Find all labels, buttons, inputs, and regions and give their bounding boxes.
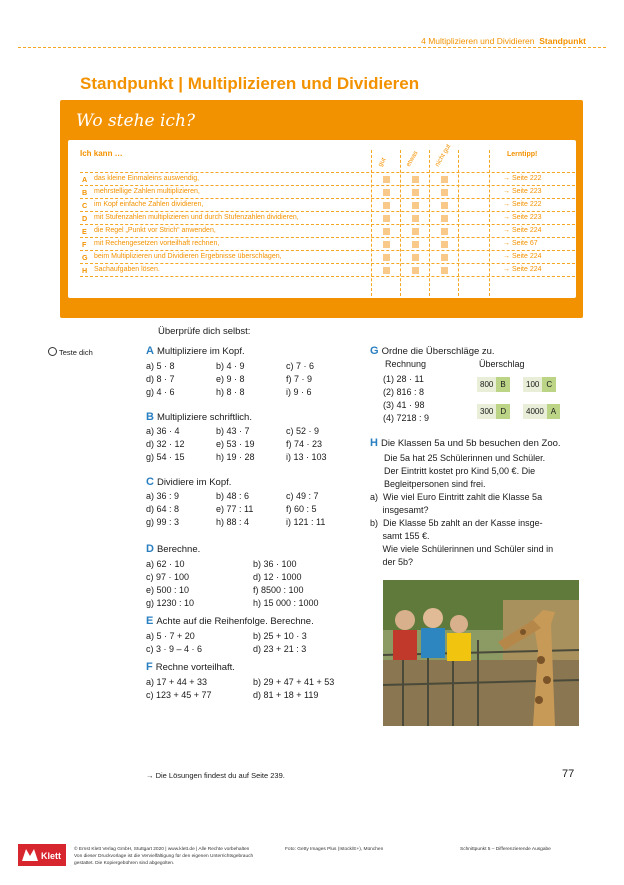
task-letter: G xyxy=(370,345,379,357)
skill-row xyxy=(80,172,575,185)
skill-text: die Regel „Punkt vor Strich“ anwenden, xyxy=(94,227,216,234)
imprint-line: gestattet. Die Kopiergebühren sind abgegolten. xyxy=(74,861,175,866)
task-row xyxy=(146,451,327,464)
task-item: a) 17 + 44 + 33 xyxy=(146,677,208,687)
task-h-heading xyxy=(370,437,561,449)
task-item: a) 36 · 4 xyxy=(146,426,180,436)
imprint xyxy=(74,846,253,867)
checkbox-nichtgut[interactable] xyxy=(441,176,448,183)
task-title: Achte auf die Reihenfolge. Berechne. xyxy=(156,616,314,627)
task-row xyxy=(146,438,322,451)
skill-ref: → Seite 222 xyxy=(503,175,542,182)
checkbox-gut[interactable] xyxy=(383,228,390,235)
g-col-ueberschlag: Überschlag xyxy=(479,359,525,369)
skill-text: mit Stufenzahlen multiplizieren und durch Stufenzahlen dividieren, xyxy=(94,214,299,221)
task-item: g) 1230 : 10 xyxy=(146,598,195,608)
task-item: f) 60 : 5 xyxy=(286,504,317,514)
estimate-letter: C xyxy=(542,377,556,392)
task-row xyxy=(146,597,319,610)
g-item: (4) 7218 : 9 xyxy=(383,413,430,423)
task-item: a) 5 · 8 xyxy=(146,361,175,371)
skill-row xyxy=(80,237,575,250)
task-item: h) 8 · 8 xyxy=(216,387,245,397)
checkbox-nichtgut[interactable] xyxy=(441,215,448,222)
estimate-value: 4000 xyxy=(523,404,547,419)
task-item: e) 53 · 19 xyxy=(216,439,255,449)
skill-ref: → Seite 222 xyxy=(503,201,542,208)
ueberpruefe-heading: Überprüfe dich selbst: xyxy=(158,326,251,337)
task-c-heading xyxy=(146,476,231,488)
task-item: i) 13 · 103 xyxy=(286,452,327,462)
checkbox-gut[interactable] xyxy=(383,215,390,222)
skill-text: beim Multiplizieren und Dividieren Ergebnisse überschlagen, xyxy=(94,253,282,260)
task-row xyxy=(146,571,302,584)
task-item: b) 4 · 9 xyxy=(216,361,245,371)
estimate-letter: D xyxy=(496,404,510,419)
task-letter: F xyxy=(146,661,153,673)
checkbox-etwas[interactable] xyxy=(412,215,419,222)
skill-text: Sachaufgaben lösen. xyxy=(94,266,160,273)
task-item: b) 48 : 6 xyxy=(216,491,250,501)
task-row xyxy=(146,584,304,597)
checkbox-nichtgut[interactable] xyxy=(441,241,448,248)
task-item: d) 23 + 21 : 3 xyxy=(253,644,307,654)
task-d-heading xyxy=(146,543,200,555)
task-item: e) 9 · 8 xyxy=(216,374,245,384)
estimate-letter: B xyxy=(496,377,509,392)
chapter-label: 4 Multiplizieren und Dividieren xyxy=(421,36,535,46)
g-item: (2) 816 : 8 xyxy=(383,387,425,397)
task-row xyxy=(146,386,312,399)
teste-dich[interactable] xyxy=(48,347,93,357)
skill-ref: → Seite 224 xyxy=(503,253,542,260)
col-gut: gut xyxy=(376,156,388,168)
task-item: c) 3 · 9 – 4 · 6 xyxy=(146,644,203,654)
task-title: Rechne vorteilhaft. xyxy=(155,662,235,673)
task-letter: H xyxy=(370,437,378,449)
task-title: Berechne. xyxy=(156,544,201,555)
task-text: Begleitpersonen sind frei. xyxy=(384,479,486,489)
skill-row xyxy=(80,250,575,263)
task-item: f) 8500 : 100 xyxy=(253,585,304,595)
skill-text: mehrstellige Zahlen multiplizieren, xyxy=(94,188,200,195)
globe-icon xyxy=(48,347,57,356)
section-label: Standpunkt xyxy=(539,36,586,46)
checkbox-nichtgut[interactable] xyxy=(441,228,448,235)
task-item: h) 88 : 4 xyxy=(216,517,250,527)
task-row xyxy=(146,630,307,643)
skill-text: im Kopf einfache Zahlen dividieren, xyxy=(94,201,204,208)
checkbox-gut[interactable] xyxy=(383,241,390,248)
task-item: d) 32 · 12 xyxy=(146,439,185,449)
task-item: g) 54 · 15 xyxy=(146,452,185,462)
task-letter: E xyxy=(146,615,154,627)
g-item: (1) 28 · 11 xyxy=(383,374,424,384)
task-letter: A xyxy=(146,345,154,357)
running-head xyxy=(421,36,586,46)
task-f-heading xyxy=(146,661,235,673)
task-title: Multipliziere im Kopf. xyxy=(156,346,245,357)
task-item: c) 7 · 6 xyxy=(286,361,315,371)
task-item: c) 123 + 45 + 77 xyxy=(146,690,212,700)
klett-logo-icon xyxy=(18,844,66,866)
task-row xyxy=(146,689,318,702)
task-item: d) 81 + 18 + 119 xyxy=(253,690,319,700)
lerntipp-label: Lerntipp! xyxy=(507,151,538,158)
task-item: f) 74 · 23 xyxy=(286,439,323,449)
task-row xyxy=(146,643,306,656)
skill-row xyxy=(80,263,575,277)
task-item: a) 62 · 10 xyxy=(146,559,185,569)
task-letter: D xyxy=(146,543,154,555)
task-item: f) 7 · 9 xyxy=(286,374,313,384)
estimate-tag xyxy=(474,377,513,392)
estimate-letter: A xyxy=(547,404,560,419)
zoo-photo-illustration xyxy=(383,580,579,726)
skill-letter: F xyxy=(82,240,87,249)
task-item: e) 77 : 11 xyxy=(216,504,254,514)
photo-credit: Foto: Getty Images Plus (Istock/E+), München xyxy=(285,847,384,852)
panel-title: Wo stehe ich? xyxy=(76,111,196,131)
task-item: b) 25 + 10 · 3 xyxy=(253,631,307,641)
task-item: h) 19 · 28 xyxy=(216,452,255,462)
task-title: Ordne die Überschläge zu. xyxy=(381,346,495,357)
task-item: g) 4 · 6 xyxy=(146,387,175,397)
skill-row xyxy=(80,224,575,237)
skill-row xyxy=(80,211,575,224)
task-letter: B xyxy=(146,411,154,423)
skill-row xyxy=(80,198,575,211)
task-title: Dividiere im Kopf. xyxy=(156,477,232,488)
skill-letter: E xyxy=(82,227,87,236)
task-item: d) 12 · 1000 xyxy=(253,572,302,582)
skill-letter: A xyxy=(82,175,88,184)
task-item: b) 36 · 100 xyxy=(253,559,297,569)
task-row xyxy=(146,676,334,689)
zoo-photo xyxy=(383,580,579,726)
task-item: a) 5 · 7 + 20 xyxy=(146,631,195,641)
estimate-value: 100 xyxy=(523,377,542,392)
task-a-heading xyxy=(146,345,245,357)
task-item: i) 121 : 11 xyxy=(286,517,326,527)
task-item: c) 97 · 100 xyxy=(146,572,190,582)
checkbox-gut[interactable] xyxy=(383,267,390,274)
question-b-cont: samt 155 €. xyxy=(370,531,430,541)
estimate-value: 800 xyxy=(477,377,496,392)
checkbox-etwas[interactable] xyxy=(412,267,419,274)
checkbox-nichtgut[interactable] xyxy=(441,202,448,209)
task-item: d) 64 : 8 xyxy=(146,504,180,514)
checkbox-etwas[interactable] xyxy=(412,176,419,183)
task-b-heading xyxy=(146,411,252,423)
task-item: i) 9 · 6 xyxy=(286,387,312,397)
header-divider xyxy=(18,47,606,48)
loesungen-note: → Die Lösungen findest du auf Seite 239. xyxy=(146,771,285,780)
task-row xyxy=(146,490,319,503)
estimate-tag xyxy=(474,404,513,419)
skill-letter: H xyxy=(82,266,88,275)
task-item: b) 43 · 7 xyxy=(216,426,250,436)
task-letter: C xyxy=(146,476,154,488)
imprint-line: Von dieser Druckvorlage ist die Vervielfältigung für den eigenen Unterrichtsgebrauch xyxy=(74,854,254,859)
checkbox-nichtgut[interactable] xyxy=(441,189,448,196)
checkbox-etwas[interactable] xyxy=(412,189,419,196)
checkbox-etwas[interactable] xyxy=(412,254,419,261)
skill-letter: D xyxy=(82,214,88,223)
task-e-heading xyxy=(146,615,314,627)
task-item: h) 15 000 : 1000 xyxy=(253,598,319,608)
checkbox-gut[interactable] xyxy=(383,202,390,209)
checkbox-etwas[interactable] xyxy=(412,202,419,209)
checkbox-nichtgut[interactable] xyxy=(441,254,448,261)
skill-ref: → Seite 224 xyxy=(503,227,542,234)
skill-letter: B xyxy=(82,188,88,197)
estimate-tag xyxy=(520,377,559,392)
checkbox-gut[interactable] xyxy=(383,176,390,183)
klett-logo-text: Klett xyxy=(41,851,61,861)
checkbox-gut[interactable] xyxy=(383,254,390,261)
task-text: Die 5a hat 25 Schülerinnen und Schüler. xyxy=(384,453,546,463)
checkbox-etwas[interactable] xyxy=(412,241,419,248)
klett-logo xyxy=(18,844,66,866)
col-etwas: etwas xyxy=(404,149,420,168)
skill-ref: → Seite 67 xyxy=(503,240,538,247)
teste-label: Teste dich xyxy=(59,348,93,357)
page-title: Standpunkt | Multiplizieren und Dividieren xyxy=(80,74,420,93)
series-name: Schnittpunkt 5 – Differenzierende Ausgabe xyxy=(460,847,551,852)
task-row xyxy=(146,558,297,571)
task-row xyxy=(146,503,317,516)
question-a-cont: insgesamt? xyxy=(370,505,429,515)
skill-row xyxy=(80,185,575,198)
g-col-rechnung: Rechnung xyxy=(385,359,427,369)
skill-letter: G xyxy=(82,253,88,262)
page-number: 77 xyxy=(562,768,575,780)
imprint-line: © Ernst Klett Verlag GmbH, Stuttgart 2020 | www.klett.de | Alle Rechte vorbehalten xyxy=(74,847,250,852)
task-item: a) 36 : 9 xyxy=(146,491,180,501)
task-item: g) 99 : 3 xyxy=(146,517,180,527)
checkbox-etwas[interactable] xyxy=(412,228,419,235)
task-item: c) 49 : 7 xyxy=(286,491,319,501)
ichkann-label: Ich kann … xyxy=(80,149,123,158)
task-item: c) 52 · 9 xyxy=(286,426,320,436)
g-item: (3) 41 · 98 xyxy=(383,400,425,410)
task-g-heading xyxy=(370,345,495,357)
estimate-value: 300 xyxy=(477,404,496,419)
task-row xyxy=(146,373,312,386)
skill-letter: C xyxy=(82,201,88,210)
col-nichtgut: nicht gut xyxy=(433,143,453,168)
task-item: b) 29 + 47 + 41 + 53 xyxy=(253,677,335,687)
checkbox-gut[interactable] xyxy=(383,189,390,196)
task-title: Multipliziere schriftlich. xyxy=(156,412,252,423)
skill-ref: → Seite 223 xyxy=(503,214,542,221)
skill-text: das kleine Einmaleins auswendig, xyxy=(94,175,200,182)
question-b-cont: der 5b? xyxy=(370,557,414,567)
skill-text: mit Rechengesetzen vorteilhaft rechnen, xyxy=(94,240,220,247)
question-a: a) Wie viel Euro Eintritt zahlt die Klasse 5a xyxy=(370,492,543,502)
estimate-tag xyxy=(520,404,563,419)
skill-ref: → Seite 223 xyxy=(503,188,542,195)
task-text: Der Eintritt kostet pro Kind 5,00 €. Die xyxy=(384,466,536,476)
question-b-cont: Wie viele Schülerinnen und Schüler sind in xyxy=(370,544,554,554)
task-row xyxy=(146,425,319,438)
task-item: d) 8 · 7 xyxy=(146,374,175,384)
question-b: b) Die Klasse 5b zahlt an der Kasse insge- xyxy=(370,518,543,528)
task-row xyxy=(146,360,314,373)
checkbox-nichtgut[interactable] xyxy=(441,267,448,274)
task-row xyxy=(146,516,325,529)
task-text: Die Klassen 5a und 5b besuchen den Zoo. xyxy=(380,438,561,449)
task-item: e) 500 : 10 xyxy=(146,585,190,595)
skill-ref: → Seite 224 xyxy=(503,266,542,273)
